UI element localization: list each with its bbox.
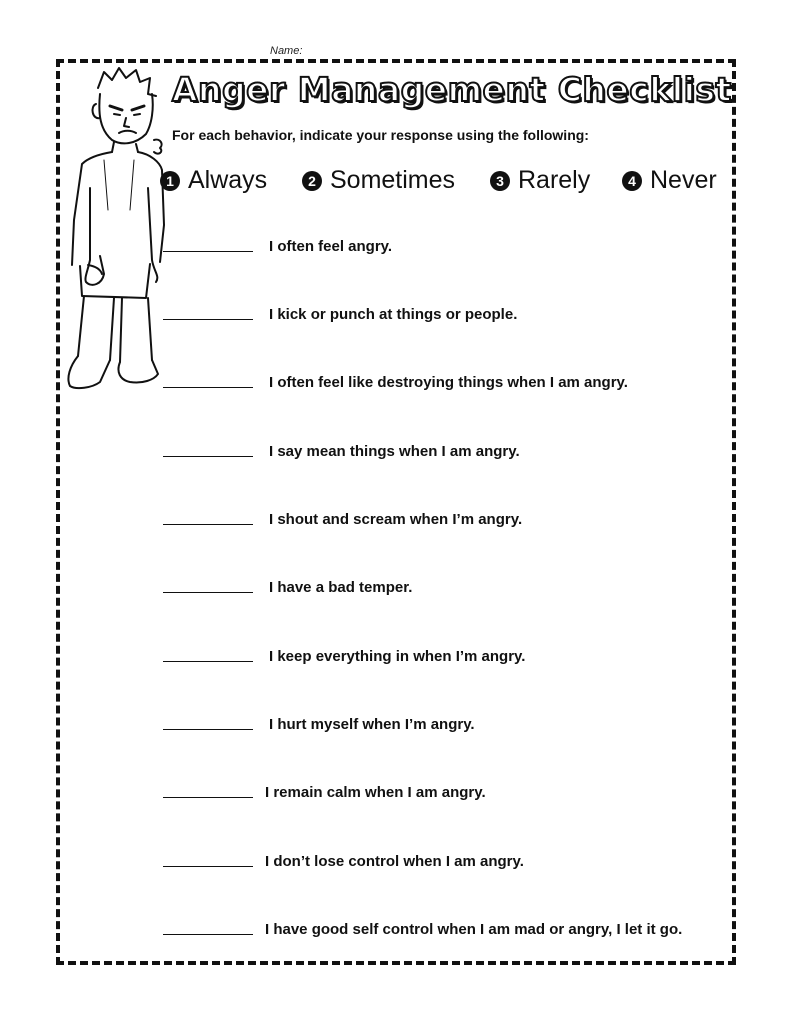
statement-text: I say mean things when I am angry. <box>269 443 520 460</box>
response-blank[interactable] <box>163 456 253 457</box>
checklist-item <box>163 576 412 596</box>
response-blank[interactable] <box>163 524 253 525</box>
checklist-item <box>163 508 522 528</box>
statement-text: I kick or punch at things or people. <box>269 306 518 323</box>
scale-label: Sometimes <box>330 166 456 194</box>
response-blank[interactable] <box>163 866 253 867</box>
statement-text: I often feel like destroying things when I am angry. <box>269 374 628 391</box>
checklist-item <box>163 781 486 801</box>
statement-text: I don’t lose control when I am angry. <box>265 853 524 870</box>
response-blank[interactable] <box>163 592 253 593</box>
worksheet-title: Anger Management Checklist <box>172 70 732 109</box>
checklist-item <box>163 850 524 870</box>
scale-label: Rarely <box>518 166 591 194</box>
name-label: Name: <box>270 45 303 57</box>
instructions-text: For each behavior, indicate your response using the following: <box>172 127 589 143</box>
response-blank[interactable] <box>163 797 253 798</box>
number-3-badge: 3 <box>490 171 510 191</box>
scale-option-never <box>622 166 717 195</box>
response-blank[interactable] <box>163 319 253 320</box>
response-blank[interactable] <box>163 387 253 388</box>
statement-text: I shout and scream when I’m angry. <box>269 511 523 528</box>
statement-text: I keep everything in when I’m angry. <box>269 648 526 665</box>
response-blank[interactable] <box>163 661 253 662</box>
checklist-item <box>163 371 628 391</box>
scale-option-always <box>160 166 267 195</box>
statement-text: I often feel angry. <box>269 238 393 255</box>
response-scale <box>160 166 720 200</box>
response-blank[interactable] <box>163 729 253 730</box>
scale-option-sometimes <box>302 166 455 195</box>
statement-text: I hurt myself when I’m angry. <box>269 716 475 733</box>
statement-text: I have good self control when I am mad or angry, I let it go. <box>265 921 683 938</box>
checklist-item <box>163 713 475 733</box>
number-4-badge: 4 <box>622 171 642 191</box>
checklist-item <box>163 918 682 938</box>
angry-boy-illustration <box>64 60 174 410</box>
response-blank[interactable] <box>163 934 253 935</box>
checklist-item <box>163 235 392 255</box>
number-1-badge: 1 <box>160 171 180 191</box>
response-blank[interactable] <box>163 251 253 252</box>
scale-label: Never <box>650 166 717 194</box>
number-2-badge: 2 <box>302 171 322 191</box>
checklist-item <box>163 303 517 323</box>
statement-text: I have a bad temper. <box>269 579 413 596</box>
scale-label: Always <box>188 166 268 194</box>
checklist-item <box>163 440 520 460</box>
scale-option-rarely <box>490 166 590 195</box>
checklist-item <box>163 645 525 665</box>
statement-text: I remain calm when I am angry. <box>265 784 486 801</box>
